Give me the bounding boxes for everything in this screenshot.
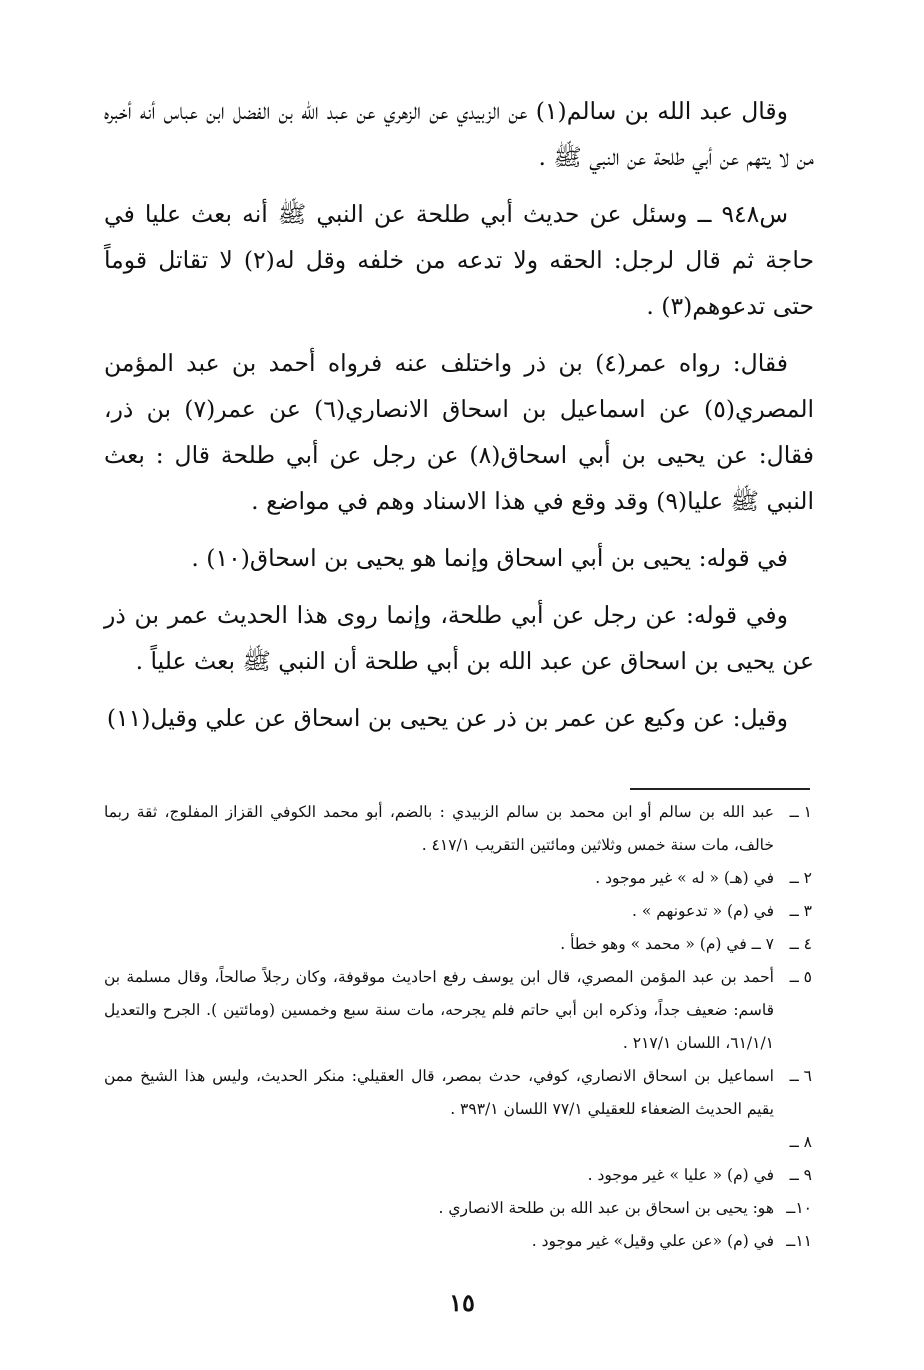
footnote-number: ٣ ــ: [789, 902, 812, 920]
footnote-text: أحمد بن عبد المؤمن المصري، قال ابن يوسف رفع احاديث موقوفة، وكان رجلاً صالحاً، وقال مسلمة بن قاسم: ضعيف جداً، وذكره ابن أبي حاتم فلم يجرحه، مات سنة سبع وخمسين (ومائتين ). الجرح والتعديل ٦١/١/١، اللسان ٢١٧/١ .: [104, 968, 774, 1052]
paragraph: وقال عبد الله بن سالم(١) عن الزبيدي عن الزهري عن عبد الله بن الفضل ابن عباس أنه أخبره من لا يتهم عن أبي طلحة عن النبي ﷺ .: [104, 97, 814, 171]
footnote: [104, 1192, 812, 1225]
footnote-text: في (م) «عن علي وقيل» غير موجود .: [531, 1232, 774, 1250]
paragraph: فقال: رواه عمر(٤) بن ذر واختلف عنه فرواه أحمد بن عبد المؤمن المصري(٥) عن اسماعيل بن اسحاق الانصاري(٦) عن عمر(٧) بن ذر، فقال: عن يحيى بن أبي اسحاق(٨) عن رجل عن أبي طلحة قال : بعث النبي ﷺ عليا(٩) وقد وقع في هذا الاسناد وهم في مواضع .: [104, 349, 815, 515]
footnote-number: ١٠ــ: [786, 1199, 812, 1217]
paragraph: في قوله: يحيى بن أبي اسحاق وإنما هو يحيى بن اسحاق(١٠) .: [191, 544, 788, 572]
footnote: [104, 796, 812, 862]
footnote: [104, 928, 812, 961]
footnote: [104, 1159, 812, 1192]
footnote: [104, 1225, 812, 1258]
footnote-number: ٢ ــ: [789, 869, 812, 887]
footnote-text: في (م) « تدعونهم » .: [631, 902, 774, 920]
main-text: [104, 88, 814, 752]
footnote-text: في (م) « عليا » غير موجود .: [587, 1166, 774, 1184]
footnote-text: اسماعيل بن اسحاق الانصاري، كوفي، حدث بمصر، قال العقيلي: منكر الحديث، وليس هذا الشيخ ممن يقيم الحديث الضعفاء للعقيلي ٧٧/١ اللسان ٣٩٣/١ .: [104, 1067, 774, 1118]
footnote-number: ٥ ــ: [789, 968, 812, 986]
paragraph: وفي قوله: عن رجل عن أبي طلحة، وإنما روى هذا الحديث عمر بن ذر عن يحيى بن اسحاق عن عبد الله بن أبي طلحة أن النبي ﷺ بعث علياً .: [104, 601, 814, 675]
footnote-text: ٧ ــ في (م) « محمد » وهو خطأ .: [560, 935, 774, 953]
footnote: [104, 1126, 812, 1159]
footnote-number: ٨ ــ: [789, 1133, 812, 1151]
footnote-divider: [630, 788, 810, 790]
paragraph: س٩٤٨ ــ وسئل عن حديث أبي طلحة عن النبي ﷺ أنه بعث عليا في حاجة ثم قال لرجل: الحقه ولا تدعه من خلفه وقل له(٢) لا تقاتل قوماً حتى تدعوهم(٣) .: [104, 200, 815, 320]
footnote-number: ١١ــ: [786, 1232, 812, 1250]
footnote: [104, 895, 812, 928]
footnote: [104, 1060, 812, 1126]
page-number: ١٥: [449, 1288, 475, 1317]
paragraph: وقيل: عن وكيع عن عمر بن ذر عن يحيى بن اسحاق عن علي وقيل(١١): [106, 704, 788, 732]
footnote: [104, 961, 812, 1060]
footnote-number: ٤ ــ: [789, 935, 812, 953]
footnote-text: عبد الله بن سالم أو ابن محمد بن سالم الزبيدي : بالضم، أبو محمد الكوفي القزاز المفلوج، ثقة ربما خالف، مات سنة خمس وثلاثين ومائتين التقريب ٤١٧/١ .: [104, 803, 774, 854]
footnote-text: في (هـ) « له » غير موجود .: [595, 869, 774, 887]
footnotes: [104, 796, 812, 1258]
footnote-number: ٩ ــ: [789, 1166, 812, 1184]
footnote: [104, 862, 812, 895]
footnote-text: هو: يحيى بن اسحاق بن عبد الله بن طلحة الانصاري .: [438, 1199, 774, 1217]
footnote-number: ٦ ــ: [789, 1067, 812, 1085]
footnote-text: [104, 1126, 774, 1159]
footnote-number: ١ ــ: [789, 803, 812, 821]
